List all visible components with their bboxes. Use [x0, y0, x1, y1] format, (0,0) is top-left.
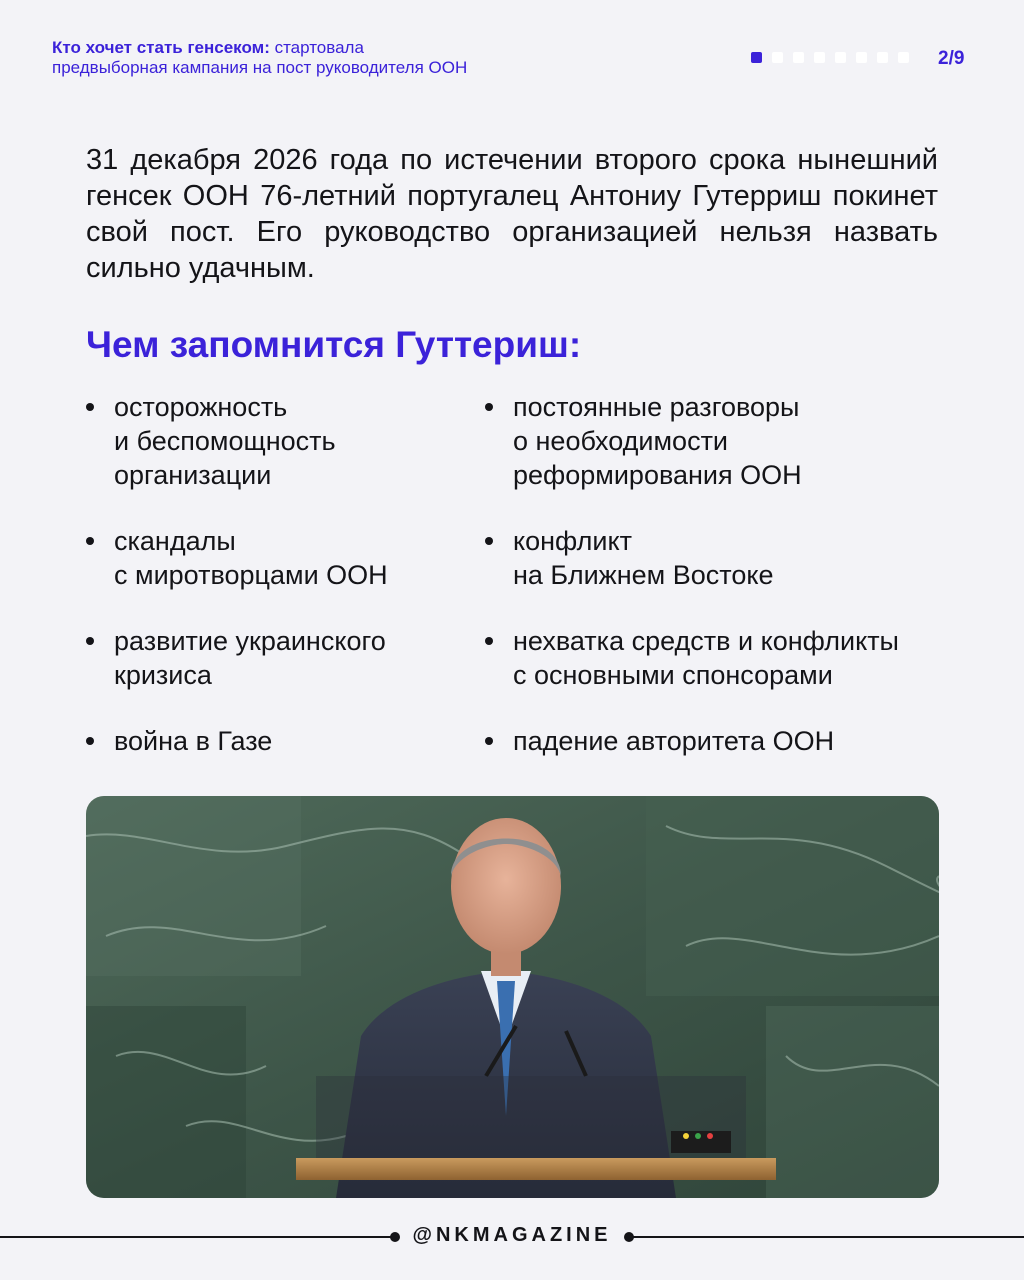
footer-divider-left: [0, 1236, 392, 1238]
bullet-icon: [485, 537, 493, 545]
header-subtitle: предвыборная кампания на пост руководителя ООН: [52, 58, 468, 77]
speaker-photo: [86, 796, 939, 1198]
list-item-text: падение авторитета ООН: [513, 726, 835, 756]
list-item-text: осторожность и беспомощность организации: [114, 392, 336, 490]
progress-dot: [856, 52, 867, 63]
bullet-icon: [86, 637, 94, 645]
footer-dot-icon: [390, 1232, 400, 1242]
list-item: [86, 524, 388, 592]
list-item: [86, 724, 272, 758]
page-number: 2/9: [938, 48, 965, 69]
list-item: [485, 624, 899, 692]
bullet-icon: [485, 403, 493, 411]
list-item: [86, 624, 386, 692]
progress-dot: [898, 52, 909, 63]
progress-dot: [772, 52, 783, 63]
list-item: [86, 390, 336, 492]
section-title: Чем запомнится Гуттериш:: [86, 324, 582, 365]
progress-dot: [877, 52, 888, 63]
list-item-text: развитие украинского кризиса: [114, 626, 386, 690]
progress-dot: [835, 52, 846, 63]
list-item-text: постоянные разговоры о необходимости реформирования ООН: [513, 392, 802, 490]
list-item-text: скандалы с миротворцами ООН: [114, 526, 388, 590]
list-item-text: конфликт на Ближнем Востоке: [513, 526, 774, 590]
list-item: [485, 390, 802, 492]
list-item: [485, 724, 834, 758]
footer-divider-right: [632, 1236, 1024, 1238]
header-title-bold: Кто хочет стать генсеком:: [52, 38, 270, 57]
bullet-icon: [485, 737, 493, 745]
bullet-icon: [485, 637, 493, 645]
list-item-text: война в Газе: [114, 726, 273, 756]
list-item: [485, 524, 773, 592]
footer-handle: @NKMAGAZINE: [412, 1224, 612, 1246]
progress-dot-active: [751, 52, 762, 63]
progress-dot: [793, 52, 804, 63]
header-title-rest: стартовала: [269, 38, 364, 57]
header: [52, 38, 612, 78]
progress-dot: [814, 52, 825, 63]
bullet-icon: [86, 403, 94, 411]
bullet-icon: [86, 737, 94, 745]
progress-indicator: [751, 52, 909, 63]
bullet-icon: [86, 537, 94, 545]
intro-paragraph: 31 декабря 2026 года по истечении второго срока нынешний генсек ООН 76-летний португалец Антониу Гутерриш покинет свой пост. Его руководство организацией нельзя назвать сильно удачным.: [86, 144, 938, 284]
list-item-text: нехватка средств и конфликты с основными спонсорами: [513, 626, 899, 690]
